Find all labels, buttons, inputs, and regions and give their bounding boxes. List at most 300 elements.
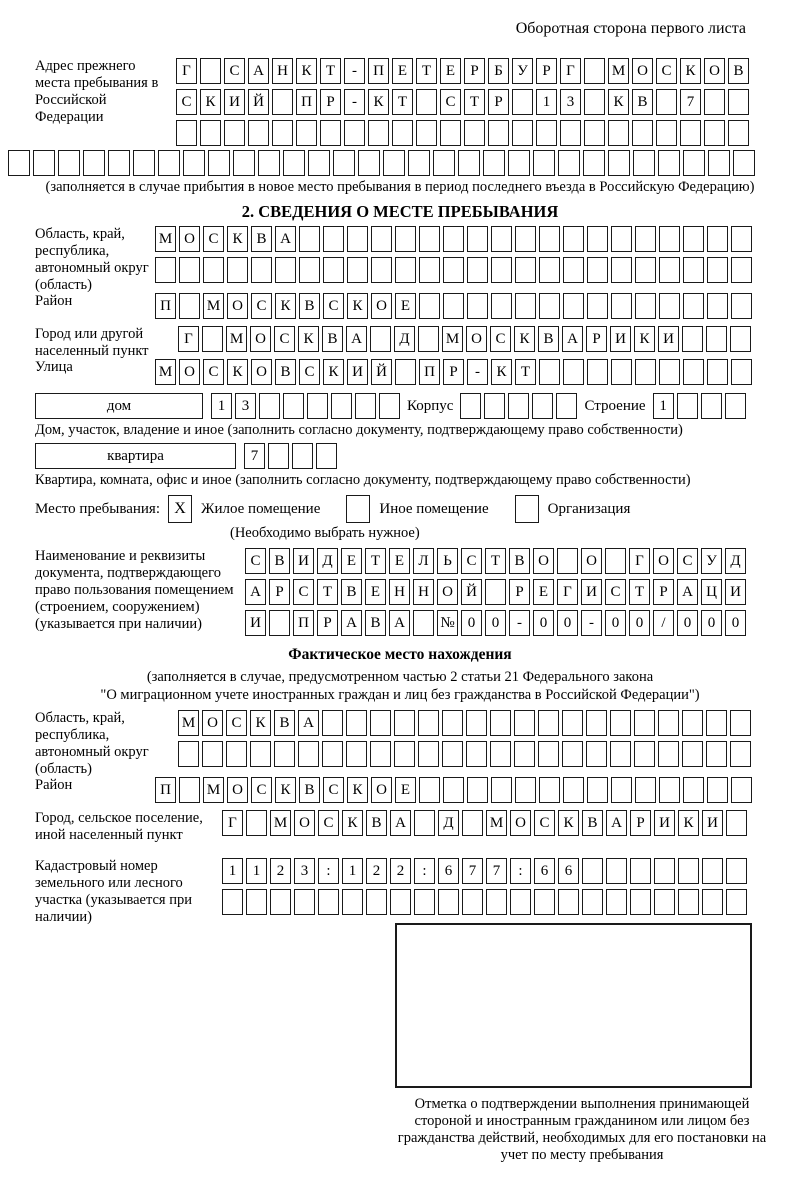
char-cell: Д: [725, 548, 746, 574]
char-cell: [331, 393, 352, 419]
char-cell: [370, 741, 391, 767]
char-cell: [208, 150, 230, 176]
char-cell: [466, 710, 487, 736]
char-cell: [443, 777, 464, 803]
char-cell: 3: [560, 89, 581, 115]
char-cell: [677, 393, 698, 419]
char-cell: [536, 120, 557, 146]
char-cell: [272, 89, 293, 115]
char-cell: [347, 257, 368, 283]
char-cell: К: [296, 58, 317, 84]
char-cell: [292, 443, 313, 469]
char-cell: [433, 150, 455, 176]
structure-label: Строение: [584, 397, 646, 414]
char-cell: [233, 150, 255, 176]
char-cell: Н: [389, 579, 410, 605]
char-cell: И: [654, 810, 675, 836]
char-cell: Д: [438, 810, 459, 836]
char-cell: [246, 889, 267, 915]
char-cell: [298, 741, 319, 767]
city-block: [0, 326, 800, 359]
char-cell: [274, 741, 295, 767]
char-cell: 7: [486, 858, 507, 884]
char-cell: [563, 257, 584, 283]
char-cell: [587, 226, 608, 252]
char-cell: К: [323, 359, 344, 385]
char-cell: [202, 326, 223, 352]
prev-address-caption: (заполняется в случае прибытия в новое место пребывания в период последнего въезда в Российскую Федерацию): [45, 179, 755, 195]
char-cell: У: [701, 548, 722, 574]
char-cell: [733, 150, 755, 176]
char-cell: Е: [365, 579, 386, 605]
prev-address-row-4: [8, 150, 800, 176]
char-cell: [323, 257, 344, 283]
char-cell: О: [533, 548, 554, 574]
char-cell: И: [245, 610, 266, 636]
char-cell: С: [274, 326, 295, 352]
char-cell: [731, 226, 752, 252]
char-cell: [683, 226, 704, 252]
char-cell: С: [461, 548, 482, 574]
actual-district-label: Район: [35, 777, 73, 793]
char-cell: [158, 150, 180, 176]
char-cell: В: [632, 89, 653, 115]
char-cell: О: [202, 710, 223, 736]
char-cell: [658, 741, 679, 767]
char-cell: :: [318, 858, 339, 884]
char-cell: [200, 58, 221, 84]
char-cell: [707, 777, 728, 803]
char-cell: [413, 610, 434, 636]
char-cell: О: [227, 293, 248, 319]
char-cell: [251, 257, 272, 283]
char-cell: [587, 257, 608, 283]
char-cell: [659, 226, 680, 252]
char-cell: [610, 710, 631, 736]
char-cell: [259, 393, 280, 419]
char-cell: [395, 359, 416, 385]
char-cell: Г: [176, 58, 197, 84]
char-cell: [701, 393, 722, 419]
char-cell: [726, 810, 747, 836]
char-cell: [467, 257, 488, 283]
house-caption: Дом, участок, владение и иное (заполнить согласно документу, подтверждающему право собственности): [35, 422, 683, 438]
char-cell: [563, 293, 584, 319]
char-cell: 2: [366, 858, 387, 884]
char-cell: В: [274, 710, 295, 736]
char-cell: -: [467, 359, 488, 385]
char-cell: [283, 150, 305, 176]
char-cell: С: [677, 548, 698, 574]
char-cell: [418, 741, 439, 767]
char-cell: Р: [630, 810, 651, 836]
char-cell: [322, 710, 343, 736]
char-cell: [419, 226, 440, 252]
char-cell: Е: [533, 579, 554, 605]
building-label: Корпус: [407, 397, 454, 414]
char-cell: О: [704, 58, 725, 84]
char-cell: С: [203, 226, 224, 252]
char-cell: [371, 226, 392, 252]
char-cell: [658, 150, 680, 176]
char-cell: [539, 777, 560, 803]
char-cell: К: [227, 226, 248, 252]
char-cell: [539, 293, 560, 319]
actual-region-row-2: [178, 741, 800, 767]
char-cell: Н: [413, 579, 434, 605]
char-cell: [611, 777, 632, 803]
char-cell: [462, 889, 483, 915]
char-cell: [728, 89, 749, 115]
apartment-cells: [244, 443, 337, 469]
title-document-row-1: [245, 548, 800, 574]
char-cell: [270, 889, 291, 915]
char-cell: [706, 741, 727, 767]
building-cells: [460, 393, 577, 419]
char-cell: [584, 58, 605, 84]
char-cell: Е: [392, 58, 413, 84]
char-cell: В: [538, 326, 559, 352]
stay-type-label: Место пребывания:: [35, 500, 160, 517]
char-cell: А: [346, 326, 367, 352]
confirmation-stamp-box: [395, 923, 752, 1088]
char-cell: К: [275, 777, 296, 803]
char-cell: [438, 889, 459, 915]
char-cell: [414, 889, 435, 915]
street-label: Улица: [35, 359, 73, 375]
organization-label: Организация: [547, 500, 631, 517]
char-cell: Т: [515, 359, 536, 385]
char-cell: [630, 858, 651, 884]
char-cell: [635, 293, 656, 319]
char-cell: [582, 858, 603, 884]
char-cell: [659, 293, 680, 319]
char-cell: 1: [653, 393, 674, 419]
char-cell: [606, 889, 627, 915]
char-cell: [683, 293, 704, 319]
char-cell: П: [293, 610, 314, 636]
char-cell: [491, 777, 512, 803]
char-cell: [730, 710, 751, 736]
char-cell: [611, 359, 632, 385]
char-cell: С: [226, 710, 247, 736]
char-cell: [515, 777, 536, 803]
char-cell: Й: [248, 89, 269, 115]
char-cell: [414, 810, 435, 836]
char-cell: [366, 889, 387, 915]
prev-address-row-3: [176, 120, 800, 146]
street-row: [155, 359, 800, 385]
char-cell: И: [658, 326, 679, 352]
char-cell: [203, 257, 224, 283]
char-cell: П: [419, 359, 440, 385]
char-cell: М: [486, 810, 507, 836]
char-cell: [491, 257, 512, 283]
char-cell: [508, 393, 529, 419]
char-cell: Г: [557, 579, 578, 605]
char-cell: [731, 257, 752, 283]
cadastral-label: Кадастровый номер земельного или лесного участка (указывается при наличии): [35, 858, 192, 925]
char-cell: К: [347, 293, 368, 319]
char-cell: Р: [317, 610, 338, 636]
char-cell: К: [347, 777, 368, 803]
char-cell: П: [296, 89, 317, 115]
char-cell: Ь: [437, 548, 458, 574]
actual-location-title: Фактическое место нахождения: [288, 646, 512, 663]
char-cell: [654, 889, 675, 915]
char-cell: [418, 326, 439, 352]
char-cell: [467, 777, 488, 803]
char-cell: Б: [488, 58, 509, 84]
char-cell: Е: [395, 293, 416, 319]
char-cell: 1: [246, 858, 267, 884]
char-cell: [608, 120, 629, 146]
char-cell: [258, 150, 280, 176]
char-cell: Д: [317, 548, 338, 574]
apartment-label-box: квартира: [35, 443, 236, 469]
char-cell: О: [179, 359, 200, 385]
char-cell: [323, 226, 344, 252]
char-cell: [707, 257, 728, 283]
char-cell: [308, 150, 330, 176]
char-cell: С: [299, 359, 320, 385]
char-cell: А: [390, 810, 411, 836]
char-cell: [333, 150, 355, 176]
char-cell: [491, 293, 512, 319]
char-cell: [346, 710, 367, 736]
char-cell: [731, 777, 752, 803]
actual-region-row-1: [178, 710, 800, 736]
char-cell: [379, 393, 400, 419]
house-label-box: дом: [35, 393, 203, 419]
prev-address-label: Адрес прежнего места пребывания в Российской Федерации: [35, 58, 159, 125]
stay-type-line: [35, 495, 800, 523]
char-cell: [443, 257, 464, 283]
char-cell: [659, 257, 680, 283]
char-cell: Ц: [701, 579, 722, 605]
char-cell: [611, 293, 632, 319]
char-cell: [730, 741, 751, 767]
char-cell: 1: [222, 858, 243, 884]
char-cell: [730, 326, 751, 352]
char-cell: Й: [461, 579, 482, 605]
char-cell: И: [702, 810, 723, 836]
char-cell: [370, 710, 391, 736]
char-cell: О: [437, 579, 458, 605]
char-cell: [512, 120, 533, 146]
char-cell: [460, 393, 481, 419]
char-cell: 1: [342, 858, 363, 884]
residential-label: Жилое помещение: [201, 500, 321, 517]
char-cell: С: [534, 810, 555, 836]
char-cell: Т: [392, 89, 413, 115]
char-cell: [731, 293, 752, 319]
char-cell: [562, 741, 583, 767]
char-cell: [155, 257, 176, 283]
char-cell: [83, 150, 105, 176]
char-cell: [320, 120, 341, 146]
char-cell: О: [251, 359, 272, 385]
char-cell: М: [155, 226, 176, 252]
char-cell: [707, 359, 728, 385]
char-cell: [179, 257, 200, 283]
char-cell: [683, 359, 704, 385]
char-cell: [659, 777, 680, 803]
char-cell: [587, 777, 608, 803]
char-cell: [707, 293, 728, 319]
char-cell: [275, 257, 296, 283]
char-cell: [515, 226, 536, 252]
char-cell: [706, 710, 727, 736]
char-cell: [227, 257, 248, 283]
char-cell: Й: [371, 359, 392, 385]
actual-district-row: [155, 777, 800, 803]
char-cell: А: [245, 579, 266, 605]
cadastral-row-1: [222, 858, 800, 884]
char-cell: [632, 120, 653, 146]
char-cell: [344, 120, 365, 146]
char-cell: О: [227, 777, 248, 803]
char-cell: В: [275, 359, 296, 385]
title-document-block: [0, 548, 800, 636]
char-cell: [488, 120, 509, 146]
char-cell: В: [299, 293, 320, 319]
char-cell: В: [299, 777, 320, 803]
char-cell: [731, 359, 752, 385]
actual-city-label: Город, сельское поселение, иной населенный пункт: [35, 810, 203, 843]
char-cell: С: [323, 777, 344, 803]
char-cell: Т: [629, 579, 650, 605]
char-cell: -: [509, 610, 530, 636]
char-cell: [562, 710, 583, 736]
street-block: [0, 359, 800, 385]
confirmation-stamp-caption: Отметка о подтверждении выполнения принимающей стороной и иностранным гражданином или лицом без гражданства действий, необходимых для его постановки на учет по месту пребывания: [397, 1096, 767, 1163]
char-cell: И: [581, 579, 602, 605]
char-cell: Е: [389, 548, 410, 574]
char-cell: [606, 858, 627, 884]
char-cell: [634, 710, 655, 736]
char-cell: В: [269, 548, 290, 574]
char-cell: [608, 150, 630, 176]
char-cell: [418, 710, 439, 736]
page-header: Оборотная сторона первого листа: [515, 20, 746, 37]
char-cell: Г: [178, 326, 199, 352]
structure-cells: [653, 393, 746, 419]
char-cell: К: [514, 326, 535, 352]
char-cell: [347, 226, 368, 252]
char-cell: С: [251, 293, 272, 319]
char-cell: [224, 120, 245, 146]
char-cell: [539, 257, 560, 283]
char-cell: М: [203, 777, 224, 803]
other-premises-checkbox: [346, 495, 370, 523]
char-cell: [635, 257, 656, 283]
char-cell: [678, 858, 699, 884]
char-cell: [179, 777, 200, 803]
char-cell: 7: [462, 858, 483, 884]
char-cell: А: [298, 710, 319, 736]
char-cell: К: [558, 810, 579, 836]
char-cell: [226, 741, 247, 767]
char-cell: [358, 150, 380, 176]
char-cell: В: [251, 226, 272, 252]
char-cell: 0: [485, 610, 506, 636]
char-cell: О: [581, 548, 602, 574]
char-cell: [416, 89, 437, 115]
char-cell: А: [248, 58, 269, 84]
char-cell: [728, 120, 749, 146]
char-cell: Р: [586, 326, 607, 352]
actual-district-block: [0, 777, 800, 803]
char-cell: [702, 889, 723, 915]
char-cell: [467, 293, 488, 319]
char-cell: [683, 150, 705, 176]
char-cell: [678, 889, 699, 915]
char-cell: [58, 150, 80, 176]
char-cell: Т: [464, 89, 485, 115]
char-cell: [176, 120, 197, 146]
char-cell: [558, 150, 580, 176]
char-cell: [133, 150, 155, 176]
char-cell: К: [634, 326, 655, 352]
char-cell: П: [368, 58, 389, 84]
char-cell: [534, 889, 555, 915]
char-cell: [484, 393, 505, 419]
char-cell: А: [341, 610, 362, 636]
char-cell: С: [656, 58, 677, 84]
char-cell: С: [605, 579, 626, 605]
char-cell: И: [725, 579, 746, 605]
char-cell: У: [512, 58, 533, 84]
char-cell: [704, 89, 725, 115]
char-cell: Р: [320, 89, 341, 115]
char-cell: [584, 89, 605, 115]
char-cell: [464, 120, 485, 146]
char-cell: Р: [488, 89, 509, 115]
char-cell: С: [203, 359, 224, 385]
char-cell: [307, 393, 328, 419]
char-cell: -: [581, 610, 602, 636]
char-cell: К: [200, 89, 221, 115]
char-cell: [394, 710, 415, 736]
char-cell: В: [582, 810, 603, 836]
char-cell: [408, 150, 430, 176]
char-cell: [322, 741, 343, 767]
char-cell: 0: [629, 610, 650, 636]
char-cell: М: [155, 359, 176, 385]
title-document-label: Наименование и реквизиты документа, подтверждающего право пользования помещением (строением, сооружением) (указывается при наличии): [35, 548, 234, 632]
char-cell: К: [491, 359, 512, 385]
char-cell: 0: [557, 610, 578, 636]
char-cell: К: [342, 810, 363, 836]
char-cell: [532, 393, 553, 419]
char-cell: [556, 393, 577, 419]
char-cell: Е: [440, 58, 461, 84]
char-cell: 6: [534, 858, 555, 884]
char-cell: В: [509, 548, 530, 574]
char-cell: [586, 710, 607, 736]
char-cell: В: [341, 579, 362, 605]
char-cell: :: [414, 858, 435, 884]
other-premises-label: Иное помещение: [379, 500, 489, 517]
char-cell: К: [275, 293, 296, 319]
char-cell: [299, 226, 320, 252]
char-cell: П: [155, 293, 176, 319]
char-cell: 1: [536, 89, 557, 115]
char-cell: [611, 257, 632, 283]
char-cell: [512, 89, 533, 115]
actual-region-label: Область, край, республика, автономный округ (область): [35, 710, 149, 777]
